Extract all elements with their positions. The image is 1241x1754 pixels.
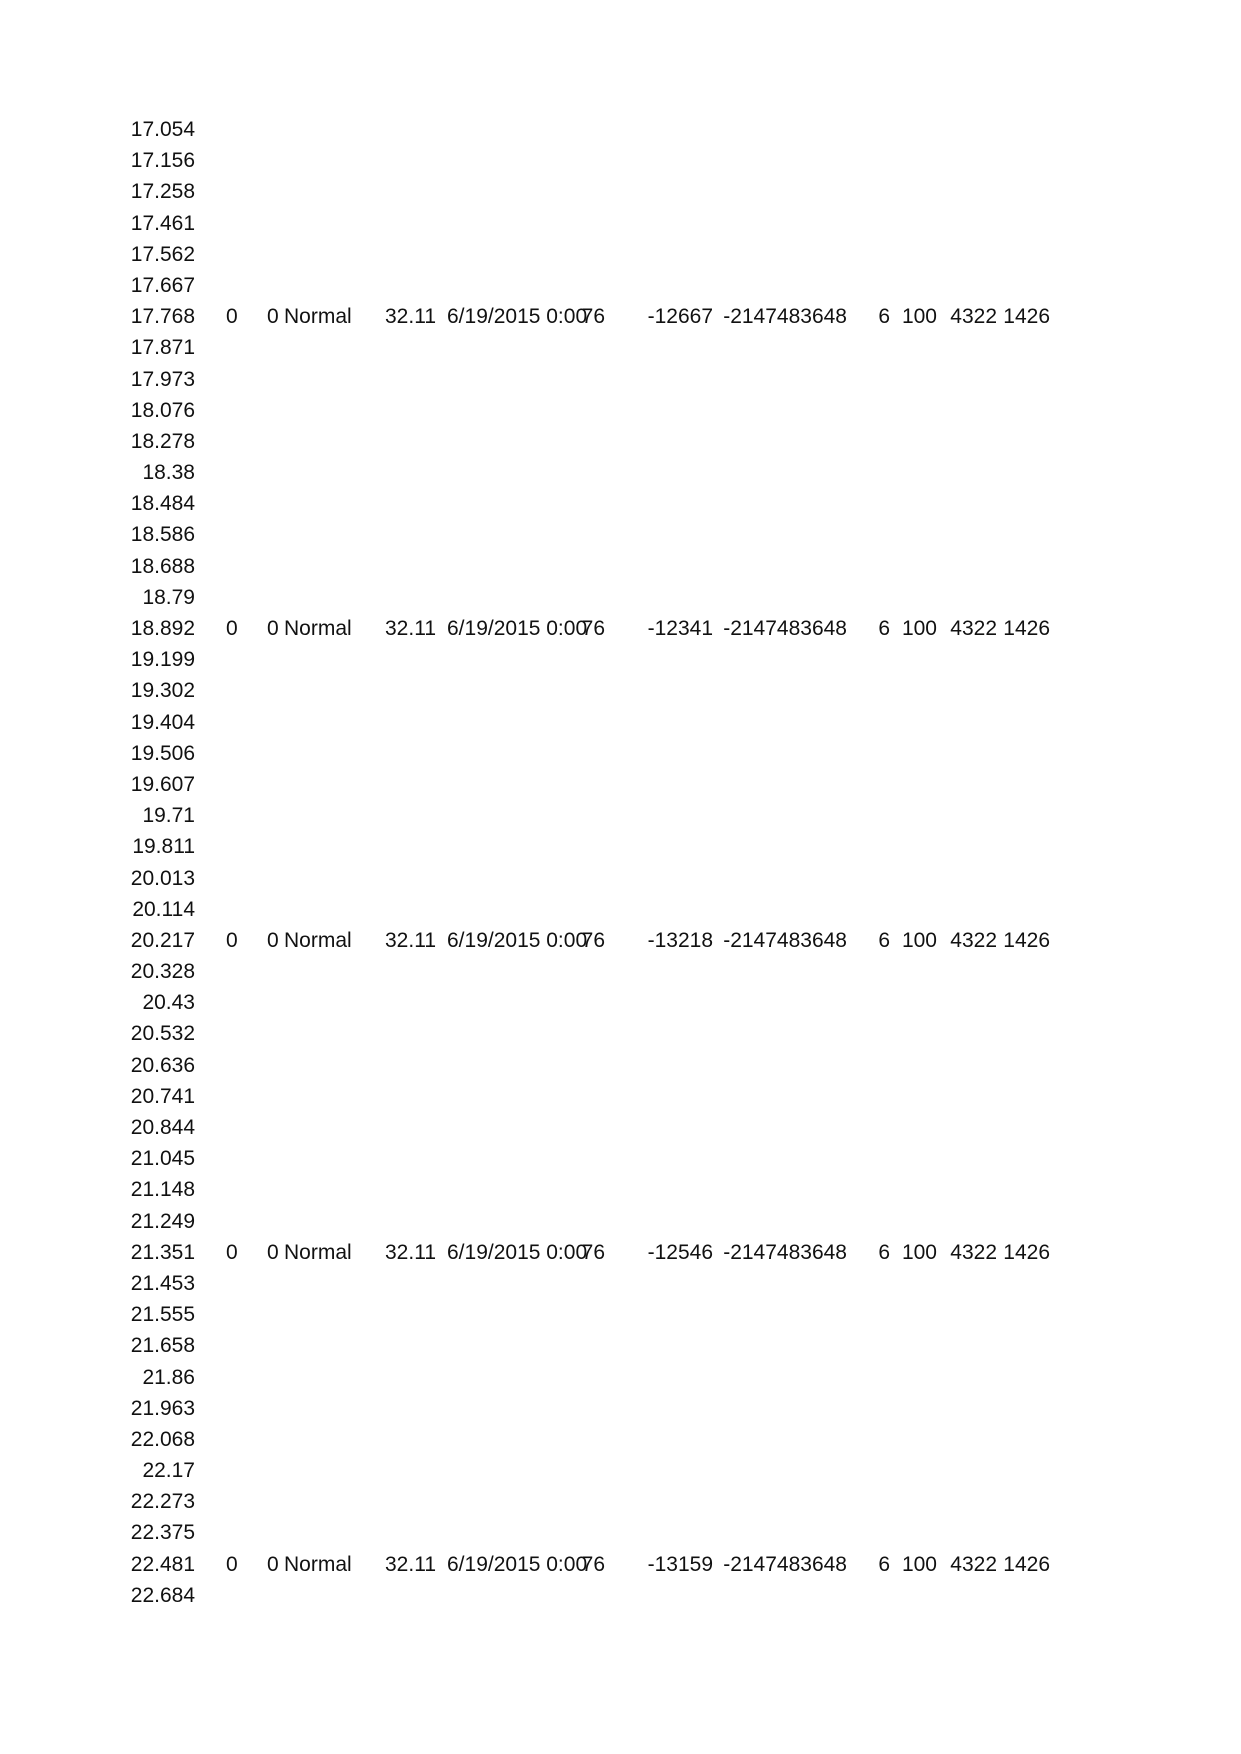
table-row xyxy=(0,114,1241,145)
table-row xyxy=(0,1517,1241,1548)
flag-b-cell: 0 xyxy=(267,1240,279,1264)
number-1-cell: 76 xyxy=(581,1552,605,1576)
value-cell: 32.11 xyxy=(385,305,436,329)
x-value-cell: 19.607 xyxy=(130,772,195,796)
status-cell: Normal xyxy=(284,1240,352,1264)
x-value-cell: 19.811 xyxy=(132,835,195,859)
table-row xyxy=(0,1143,1241,1174)
x-value-cell: 21.658 xyxy=(130,1334,195,1358)
x-value-cell: 20.013 xyxy=(130,866,195,890)
number-4-cell: 6 xyxy=(878,1240,890,1264)
status-cell: Normal xyxy=(284,305,352,329)
flag-b-cell: 0 xyxy=(267,305,279,329)
x-value-cell: 17.562 xyxy=(130,242,195,266)
date-cell: 6/19/2015 0:00 xyxy=(447,617,588,640)
table-row xyxy=(0,582,1241,613)
table-row xyxy=(0,426,1241,457)
value-cell: 32.11 xyxy=(385,928,436,952)
table-row xyxy=(0,863,1241,894)
number-2-cell: -13159 xyxy=(647,1552,713,1576)
date-cell: 6/19/2015 0:00 xyxy=(447,928,588,952)
number-2-cell: -12667 xyxy=(647,305,713,329)
x-value-cell: 21.86 xyxy=(142,1365,195,1389)
x-value-cell: 21.249 xyxy=(130,1209,195,1233)
flag-a-cell: 0 xyxy=(226,1240,238,1264)
x-value-cell: 21.351 xyxy=(130,1240,195,1264)
table-row xyxy=(0,707,1241,738)
table-row xyxy=(0,1206,1241,1237)
x-value-cell: 22.481 xyxy=(130,1552,195,1576)
number-5-cell: 100 xyxy=(901,1240,937,1264)
x-value-cell: 17.054 xyxy=(130,118,195,141)
table-row xyxy=(0,956,1241,987)
x-value-cell: 20.636 xyxy=(130,1053,195,1077)
number-4-cell: 6 xyxy=(878,1552,890,1576)
table-row xyxy=(0,675,1241,706)
table-row xyxy=(0,1424,1241,1455)
table-row xyxy=(0,1549,1241,1580)
number-7-cell: 1426 xyxy=(1003,617,1050,640)
x-value-cell: 21.555 xyxy=(130,1303,195,1327)
x-value-cell: 22.273 xyxy=(130,1490,195,1514)
number-1-cell: 76 xyxy=(581,1240,605,1264)
table-row xyxy=(0,1330,1241,1361)
number-6-cell: 4322 xyxy=(950,1552,997,1576)
number-7-cell: 1426 xyxy=(1003,305,1050,329)
x-value-cell: 20.741 xyxy=(130,1084,195,1108)
table-row xyxy=(0,613,1241,644)
value-cell: 32.11 xyxy=(385,1240,436,1264)
status-cell: Normal xyxy=(284,1552,352,1576)
x-value-cell: 18.278 xyxy=(130,429,195,453)
x-value-cell: 20.532 xyxy=(130,1022,195,1046)
table-row xyxy=(0,1050,1241,1081)
date-cell: 6/19/2015 0:00 xyxy=(447,1240,588,1264)
table-row xyxy=(0,738,1241,769)
flag-b-cell: 0 xyxy=(267,928,279,952)
table-row xyxy=(0,769,1241,800)
x-value-cell: 19.404 xyxy=(130,710,195,734)
number-2-cell: -12341 xyxy=(647,617,713,640)
number-4-cell: 6 xyxy=(878,617,890,640)
x-value-cell: 18.076 xyxy=(130,398,195,422)
x-value-cell: 20.844 xyxy=(130,1116,195,1139)
number-5-cell: 100 xyxy=(901,928,937,952)
x-value-cell: 18.586 xyxy=(130,523,195,547)
flag-b-cell: 0 xyxy=(267,617,279,640)
table-row xyxy=(0,987,1241,1018)
number-6-cell: 4322 xyxy=(950,305,997,329)
flag-a-cell: 0 xyxy=(226,1552,238,1576)
table-row xyxy=(0,1580,1241,1611)
table-row xyxy=(0,488,1241,519)
flag-a-cell: 0 xyxy=(226,617,238,640)
number-4-cell: 6 xyxy=(878,305,890,329)
table-row xyxy=(0,551,1241,582)
table-row xyxy=(0,176,1241,207)
number-5-cell: 100 xyxy=(901,1552,937,1576)
x-value-cell: 20.217 xyxy=(130,928,195,952)
table-row xyxy=(0,1112,1241,1143)
table-row xyxy=(0,208,1241,239)
value-cell: 32.11 xyxy=(385,617,436,640)
number-5-cell: 100 xyxy=(901,305,937,329)
table-row xyxy=(0,894,1241,925)
x-value-cell: 22.375 xyxy=(130,1521,195,1545)
x-value-cell: 17.156 xyxy=(130,149,195,173)
status-cell: Normal xyxy=(284,928,352,952)
x-value-cell: 18.892 xyxy=(130,617,195,640)
table-row xyxy=(0,1237,1241,1268)
number-3-cell: -2147483648 xyxy=(723,1240,847,1264)
x-value-cell: 20.114 xyxy=(132,897,195,921)
data-table xyxy=(0,114,1241,1611)
x-value-cell: 20.43 xyxy=(142,991,195,1015)
table-row xyxy=(0,1081,1241,1112)
flag-b-cell: 0 xyxy=(267,1552,279,1576)
number-3-cell: -2147483648 xyxy=(723,617,847,640)
table-row xyxy=(0,239,1241,270)
number-2-cell: -12546 xyxy=(647,1240,713,1264)
number-1-cell: 76 xyxy=(581,305,605,329)
number-7-cell: 1426 xyxy=(1003,1240,1050,1264)
x-value-cell: 22.068 xyxy=(130,1427,195,1451)
x-value-cell: 17.871 xyxy=(130,336,195,360)
number-3-cell: -2147483648 xyxy=(723,928,847,952)
number-1-cell: 76 xyxy=(581,617,605,640)
x-value-cell: 21.045 xyxy=(130,1147,195,1171)
table-row xyxy=(0,1174,1241,1205)
table-row xyxy=(0,332,1241,363)
x-value-cell: 17.768 xyxy=(130,305,195,329)
date-cell: 6/19/2015 0:00 xyxy=(447,305,588,329)
table-row xyxy=(0,364,1241,395)
value-cell: 32.11 xyxy=(385,1552,436,1576)
number-6-cell: 4322 xyxy=(950,617,997,640)
table-row xyxy=(0,1299,1241,1330)
date-cell: 6/19/2015 0:00 xyxy=(447,1552,588,1576)
x-value-cell: 18.484 xyxy=(130,492,195,516)
x-value-cell: 19.302 xyxy=(130,679,195,703)
x-value-cell: 19.71 xyxy=(142,804,195,828)
number-1-cell: 76 xyxy=(581,928,605,952)
number-2-cell: -13218 xyxy=(647,928,713,952)
number-6-cell: 4322 xyxy=(950,928,997,952)
table-row xyxy=(0,145,1241,176)
x-value-cell: 20.328 xyxy=(130,960,195,984)
status-cell: Normal xyxy=(284,617,352,640)
x-value-cell: 18.688 xyxy=(130,554,195,578)
table-row xyxy=(0,457,1241,488)
table-row xyxy=(0,925,1241,956)
x-value-cell: 17.667 xyxy=(130,273,195,297)
table-row xyxy=(0,1393,1241,1424)
table-row xyxy=(0,395,1241,426)
x-value-cell: 17.461 xyxy=(130,211,195,235)
table-row xyxy=(0,1486,1241,1517)
number-7-cell: 1426 xyxy=(1003,928,1050,952)
table-row xyxy=(0,519,1241,550)
x-value-cell: 18.79 xyxy=(142,585,195,609)
number-6-cell: 4322 xyxy=(950,1240,997,1264)
x-value-cell: 21.453 xyxy=(130,1271,195,1295)
table-row xyxy=(0,1455,1241,1486)
x-value-cell: 17.973 xyxy=(130,367,195,391)
table-row xyxy=(0,270,1241,301)
table-row xyxy=(0,1018,1241,1049)
number-3-cell: -2147483648 xyxy=(723,1552,847,1576)
x-value-cell: 18.38 xyxy=(142,461,195,485)
table-row xyxy=(0,831,1241,862)
number-7-cell: 1426 xyxy=(1003,1552,1050,1576)
x-value-cell: 19.199 xyxy=(130,648,195,672)
table-row xyxy=(0,644,1241,675)
x-value-cell: 19.506 xyxy=(130,741,195,765)
x-value-cell: 17.258 xyxy=(130,180,195,204)
flag-a-cell: 0 xyxy=(226,928,238,952)
flag-a-cell: 0 xyxy=(226,305,238,329)
table-row xyxy=(0,301,1241,332)
x-value-cell: 21.148 xyxy=(130,1178,195,1202)
number-3-cell: -2147483648 xyxy=(723,305,847,329)
number-4-cell: 6 xyxy=(878,928,890,952)
table-row xyxy=(0,1268,1241,1299)
table-row xyxy=(0,1362,1241,1393)
x-value-cell: 22.684 xyxy=(130,1583,195,1607)
x-value-cell: 21.963 xyxy=(130,1396,195,1420)
table-row xyxy=(0,800,1241,831)
x-value-cell: 22.17 xyxy=(142,1459,195,1483)
number-5-cell: 100 xyxy=(901,617,937,640)
